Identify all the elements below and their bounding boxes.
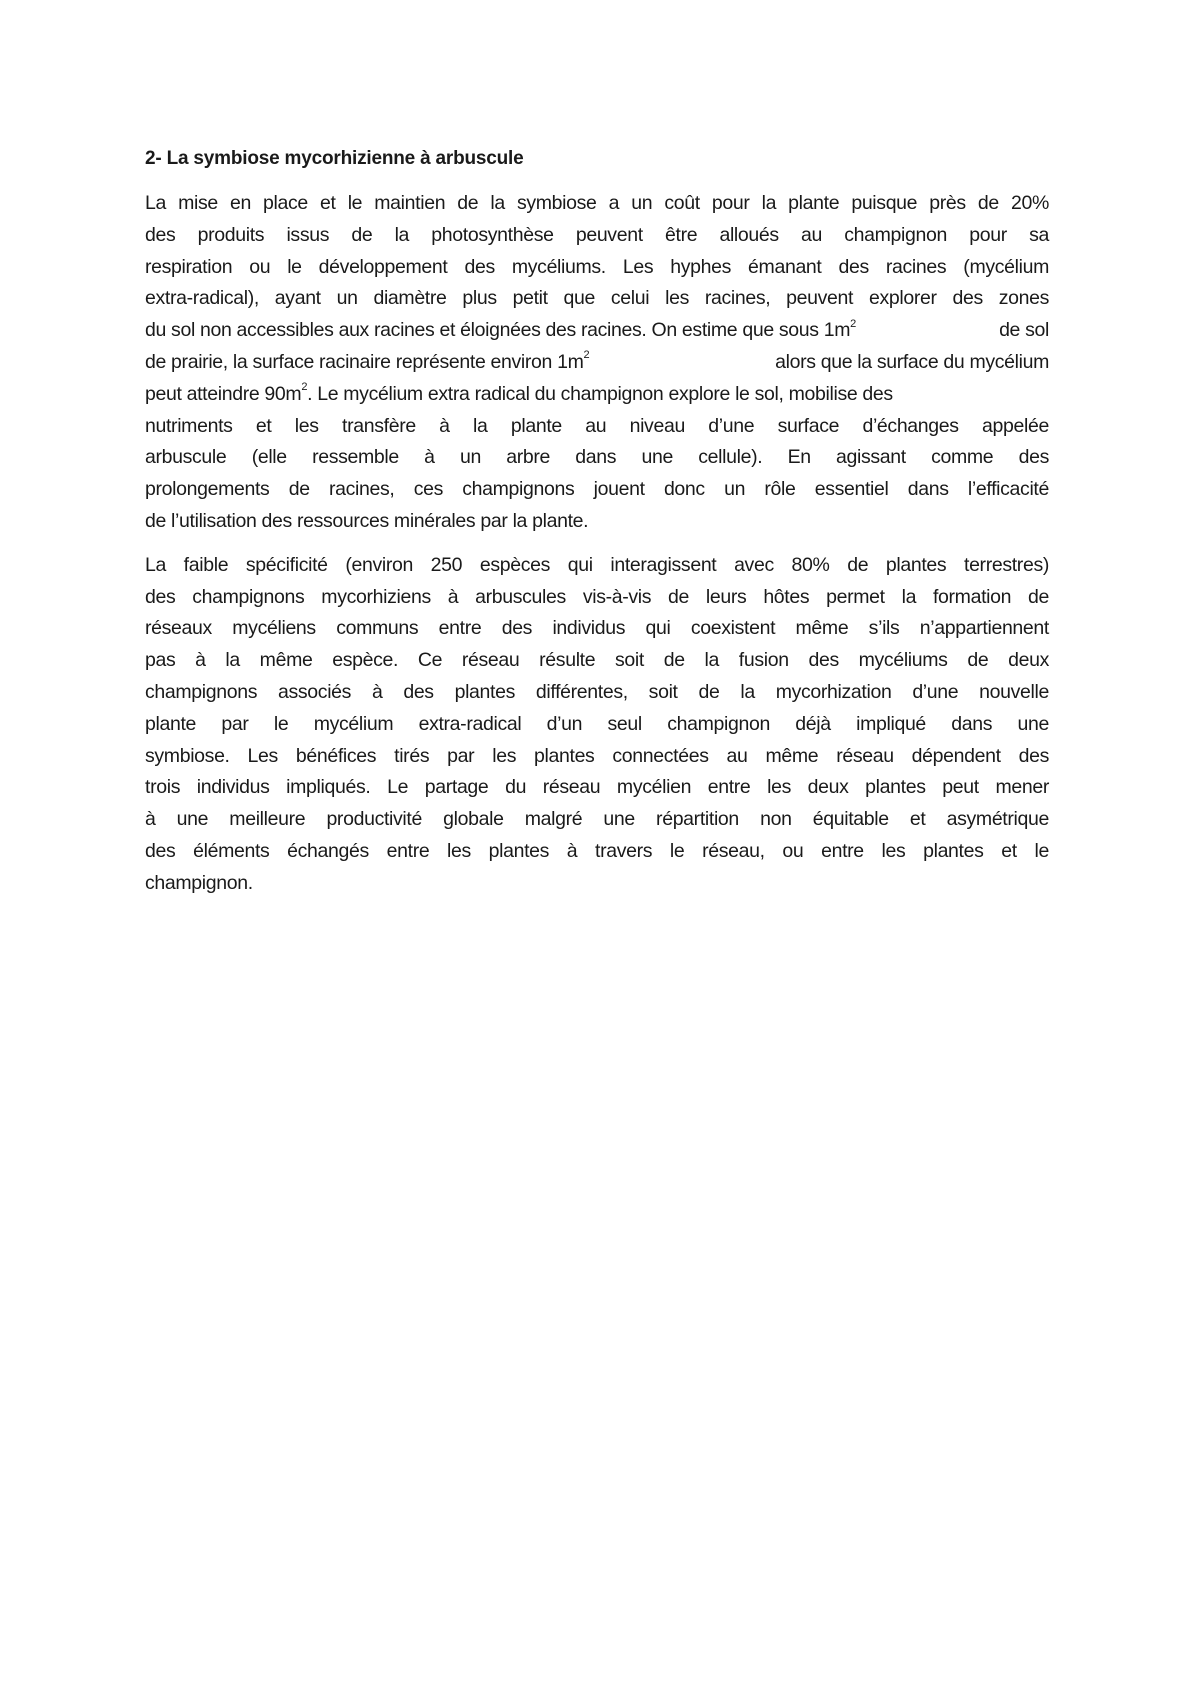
paragraph-line — [145, 315, 1049, 347]
document-content — [145, 146, 1049, 900]
paragraph-line: pas à la même espèce. Ce réseau résulte soit de la fusion des mycéliums de deux — [145, 649, 1049, 672]
paragraph-line: trois individus impliqués. Le partage du réseau mycélien entre les deux plantes peut mener — [145, 776, 1049, 799]
paragraph-line: champignon. — [145, 871, 253, 894]
superscript: 2 — [850, 317, 856, 330]
paragraph-line: symbiose. Les bénéfices tirés par les plantes connectées au même réseau dépendent des — [145, 744, 1049, 767]
line-text: peut atteindre 90m — [145, 382, 302, 405]
line-segment — [145, 379, 893, 411]
paragraph-line: arbuscule (elle ressemble à un arbre dans une cellule). En agissant comme des — [145, 446, 1049, 469]
paragraph-line: respiration ou le développement des mycéliums. Les hyphes émanant des racines (mycélium — [145, 255, 1049, 278]
line-text: . Le mycélium extra radical du champignon explore le sol, mobilise des — [307, 382, 893, 405]
superscript: 2 — [301, 381, 308, 394]
line-text: du sol non accessibles aux racines et éloignées des racines. On estime que sous 1m — [145, 319, 851, 342]
line-segment: alors que la surface du mycélium — [775, 350, 1049, 373]
paragraph-line — [145, 347, 1049, 379]
paragraph-line: La faible spécificité (environ 250 espèces qui interagissent avec 80% de plantes terrestres) — [145, 553, 1049, 576]
line-segment: de sol — [999, 319, 1049, 342]
line-segment — [145, 347, 589, 379]
paragraph-line: des champignons mycorhiziens à arbuscules vis-à-vis de leurs hôtes permet la formation de — [145, 585, 1049, 608]
paragraph-line: réseaux mycéliens communs entre des individus qui coexistent même s’ils n’appartiennent — [145, 617, 1049, 640]
paragraph-line: nutriments et les transfère à la plante au niveau d’une surface d’échanges appelée — [145, 414, 1049, 437]
paragraph-line — [145, 379, 1049, 411]
paragraph-line: des produits issus de la photosynthèse peuvent être alloués au champignon pour sa — [145, 223, 1049, 246]
paragraph-line: champignons associés à des plantes différentes, soit de la mycorhization d’une nouvelle — [145, 680, 1049, 703]
line-segment — [145, 315, 856, 347]
paragraph-line: à une meilleure productivité globale malgré une répartition non équitable et asymétrique — [145, 808, 1049, 831]
section-heading: 2- La symbiose mycorhizienne à arbuscule — [145, 148, 524, 169]
paragraph-line: prolongements de racines, ces champignons jouent donc un rôle essentiel dans l’efficacité — [145, 478, 1049, 501]
paragraph-line: de l’utilisation des ressources minérales par la plante. — [145, 509, 589, 532]
paragraph-line: La mise en place et le maintien de la symbiose a un coût pour la plante puisque près de 20% — [145, 192, 1049, 214]
paragraph-1 — [145, 188, 1049, 538]
paragraph-line: extra-radical), ayant un diamètre plus petit que celui les racines, peuvent explorer des zones — [145, 287, 1049, 310]
paragraph-line: des éléments échangés entre les plantes à travers le réseau, ou entre les plantes et le — [145, 839, 1049, 862]
paragraph-line: plante par le mycélium extra-radical d’un seul champignon déjà impliqué dans une — [145, 712, 1049, 735]
superscript: 2 — [583, 349, 590, 362]
paragraph-2 — [145, 550, 1049, 900]
line-text: de prairie, la surface racinaire représente environ 1m — [145, 350, 584, 373]
